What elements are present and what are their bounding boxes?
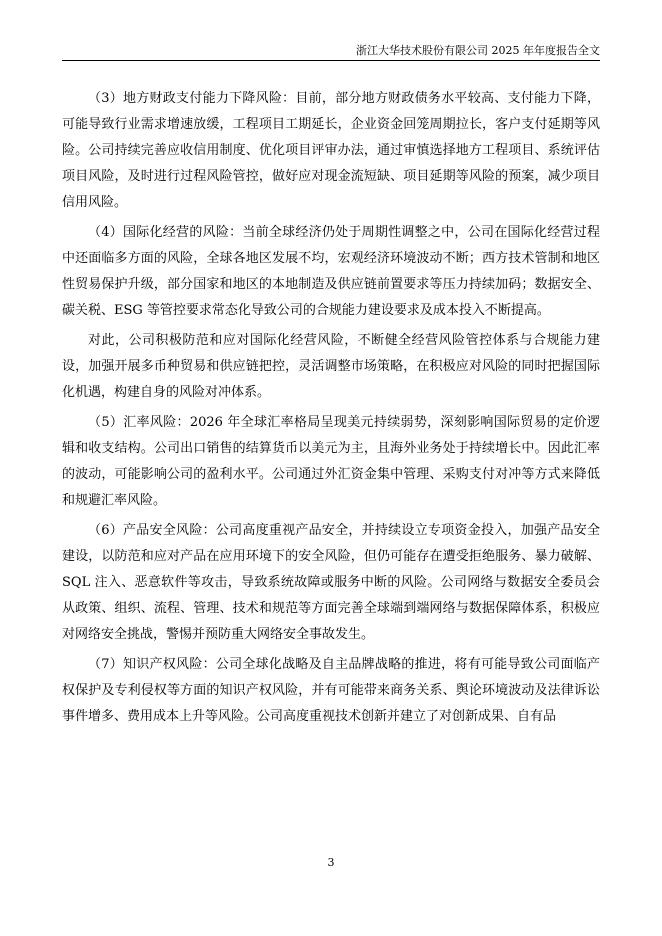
header-divider: [62, 60, 600, 61]
paragraph-product-security-risk: （6）产品安全风险：公司高度重视产品安全，并持续设立专项资金投入，加强产品安全建设，以防范和应对产品在应用环境下的安全风险，但仍可能存在遭受拒绝服务、暴力破解、SQL 注入、恶意软件等攻击，导致系统故障或服务中断的风险。公司网络与数据安全委员会从政策、组织、流程、管理、技术和规范等方面完善全球端到端网络与数据保障体系，积极应对网络安全挑战，警惕并预防重大网络安全事故发生。: [62, 523, 600, 642]
report-header-title: 浙江大华技术股份有限公司 2025 年年度报告全文: [356, 44, 600, 57]
paragraph-fiscal-risk: （3）地方财政支付能力下降风险：目前，部分地方财政债务水平较高、支付能力下降，可能导致行业需求增速放缓，工程项目工期延长，企业资金回笼周期拉长，客户支付延期等风险。公司持续完善应收信用制度、优化项目评审办法，通过审慎选择地方工程项目、系统评估项目风险，及时进行过程风险管控，做好应对现金流短缺、项目延期等风险的预案，减少项目信用风险。: [62, 91, 600, 210]
page-number: 3: [327, 856, 335, 869]
paragraph-ip-risk: （7）知识产权风险：公司全球化战略及自主品牌战略的推进，将有可能导致公司面临产权保护及专利侵权等方面的知识产权风险，并有可能带来商务关系、舆论环境波动及法律诉讼事件增多、费用成本上升等风险。公司高度重视技术创新并建立了对创新成果、自有品: [62, 657, 600, 724]
paragraph-international-risk: （4）国际化经营的风险：当前全球经济仍处于周期性调整之中，公司在国际化经营过程中还面临多方面的风险，全球各地区发展不均，宏观经济环境波动不断；西方技术管制和地区性贸易保护升级，部分国家和地区的本地制造及供应链前置要求等压力持续加码；数据安全、碳关税、ESG 等管控要求常态化导致公司的合规能力建设要求及成本投入不断提高。: [62, 225, 600, 318]
paragraph-exchange-rate-risk: （5）汇率风险：2026 年全球汇率格局呈现美元持续弱势，深刻影响国际贸易的定价逻辑和收支结构。公司出口销售的结算货币以美元为主，且海外业务处于持续增长中。因此汇率的波动，可能影响公司的盈利水平。公司通过外汇资金集中管理、采购支付对冲等方式来降低和规避汇率风险。: [62, 415, 600, 508]
document-body: [62, 86, 600, 734]
paragraph-international-response: 对此，公司积极防范和应对国际化经营风险，不断健全经营风险管控体系与合规能力建设，加强开展多币种贸易和供应链把控，灵活调整市场策略，在积极应对风险的同时把握国际化机遇，构建自身的风险对冲体系。: [62, 333, 600, 400]
